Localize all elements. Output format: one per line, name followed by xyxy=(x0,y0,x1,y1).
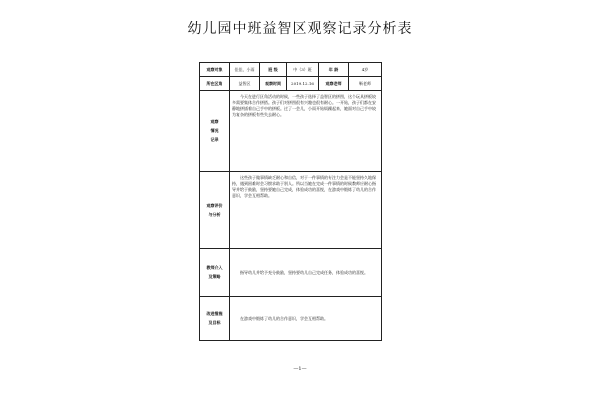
table-row-subject xyxy=(200,63,382,77)
record-text: 今天在进行区角活动的时候，一些孩子选择了益智区的拼图，这个玩具拼板较多需要集体合作拼搭。孩子们对拼图很有兴趣也很有耐心。一开始，孩子们都在安静地拼插着自己手中的拼板。过了一会儿，小雨开始烦躁起来，她面对自己手中较为复杂的拼板有些失去耐心。 xyxy=(230,91,382,172)
improvement-text: 在游戏中锻炼了幼儿的合作意识，学会互相帮助。 xyxy=(230,297,382,341)
label-age: 年 龄 xyxy=(319,63,349,77)
label-record-line: 记录 xyxy=(210,137,219,142)
label-intervention-line: 教师介入 xyxy=(206,265,223,270)
label-subject: 观察对象 xyxy=(200,63,230,77)
analysis-text: 这些孩子做事情缺乏耐心和自信，对于一件事情的专注力会是不能坚持久地保持，遇到困难时会习惯求助于别人。所以当她在完成一件事情的时候教师应耐心指导并给于鼓励，坚持要她自己完成，体验成功的喜悦，在游戏中锻炼了幼儿的合作意识，学会互相帮助。 xyxy=(230,172,382,249)
document-title: 幼儿园中班益智区观察记录分析表 xyxy=(187,21,413,37)
value-age: 4岁 xyxy=(349,63,382,77)
label-intervention xyxy=(200,249,230,297)
table-row-analysis xyxy=(200,172,382,249)
label-time: 观察时间 xyxy=(260,77,287,91)
value-time: 2019.12.16 xyxy=(287,77,319,91)
value-subject: 佳佳、小雨 xyxy=(230,63,260,77)
label-class: 班 级 xyxy=(260,63,287,77)
label-analysis xyxy=(200,172,230,249)
label-area: 所在区角 xyxy=(200,77,230,91)
label-analysis-line: 与分析 xyxy=(208,211,221,217)
label-teacher: 观察老师 xyxy=(319,77,349,91)
label-improvement-line: 及目标 xyxy=(208,320,221,325)
page-number: —1— xyxy=(293,366,307,372)
label-analysis-line: 观察评价 xyxy=(206,202,223,208)
label-record xyxy=(200,91,230,172)
label-record-line: 情况 xyxy=(210,128,219,133)
label-improvement xyxy=(200,297,230,341)
table-row-improvement xyxy=(200,297,382,341)
table-row-area xyxy=(200,77,382,91)
label-improvement-line: 改进措施 xyxy=(206,311,223,316)
label-record-line: 观察 xyxy=(210,119,219,124)
label-intervention-line: 及策略 xyxy=(208,274,221,279)
value-area: 益智区 xyxy=(230,77,260,91)
intervention-text: 指导幼儿并给予充分鼓励，坚持要幼儿自己完成任务，体验成功的喜悦。 xyxy=(230,249,382,297)
table-row-record xyxy=(200,91,382,172)
observation-table xyxy=(199,62,382,341)
value-teacher: 靳老师 xyxy=(349,77,382,91)
value-class: 中（3）班 xyxy=(287,63,319,77)
table-row-intervention xyxy=(200,249,382,297)
